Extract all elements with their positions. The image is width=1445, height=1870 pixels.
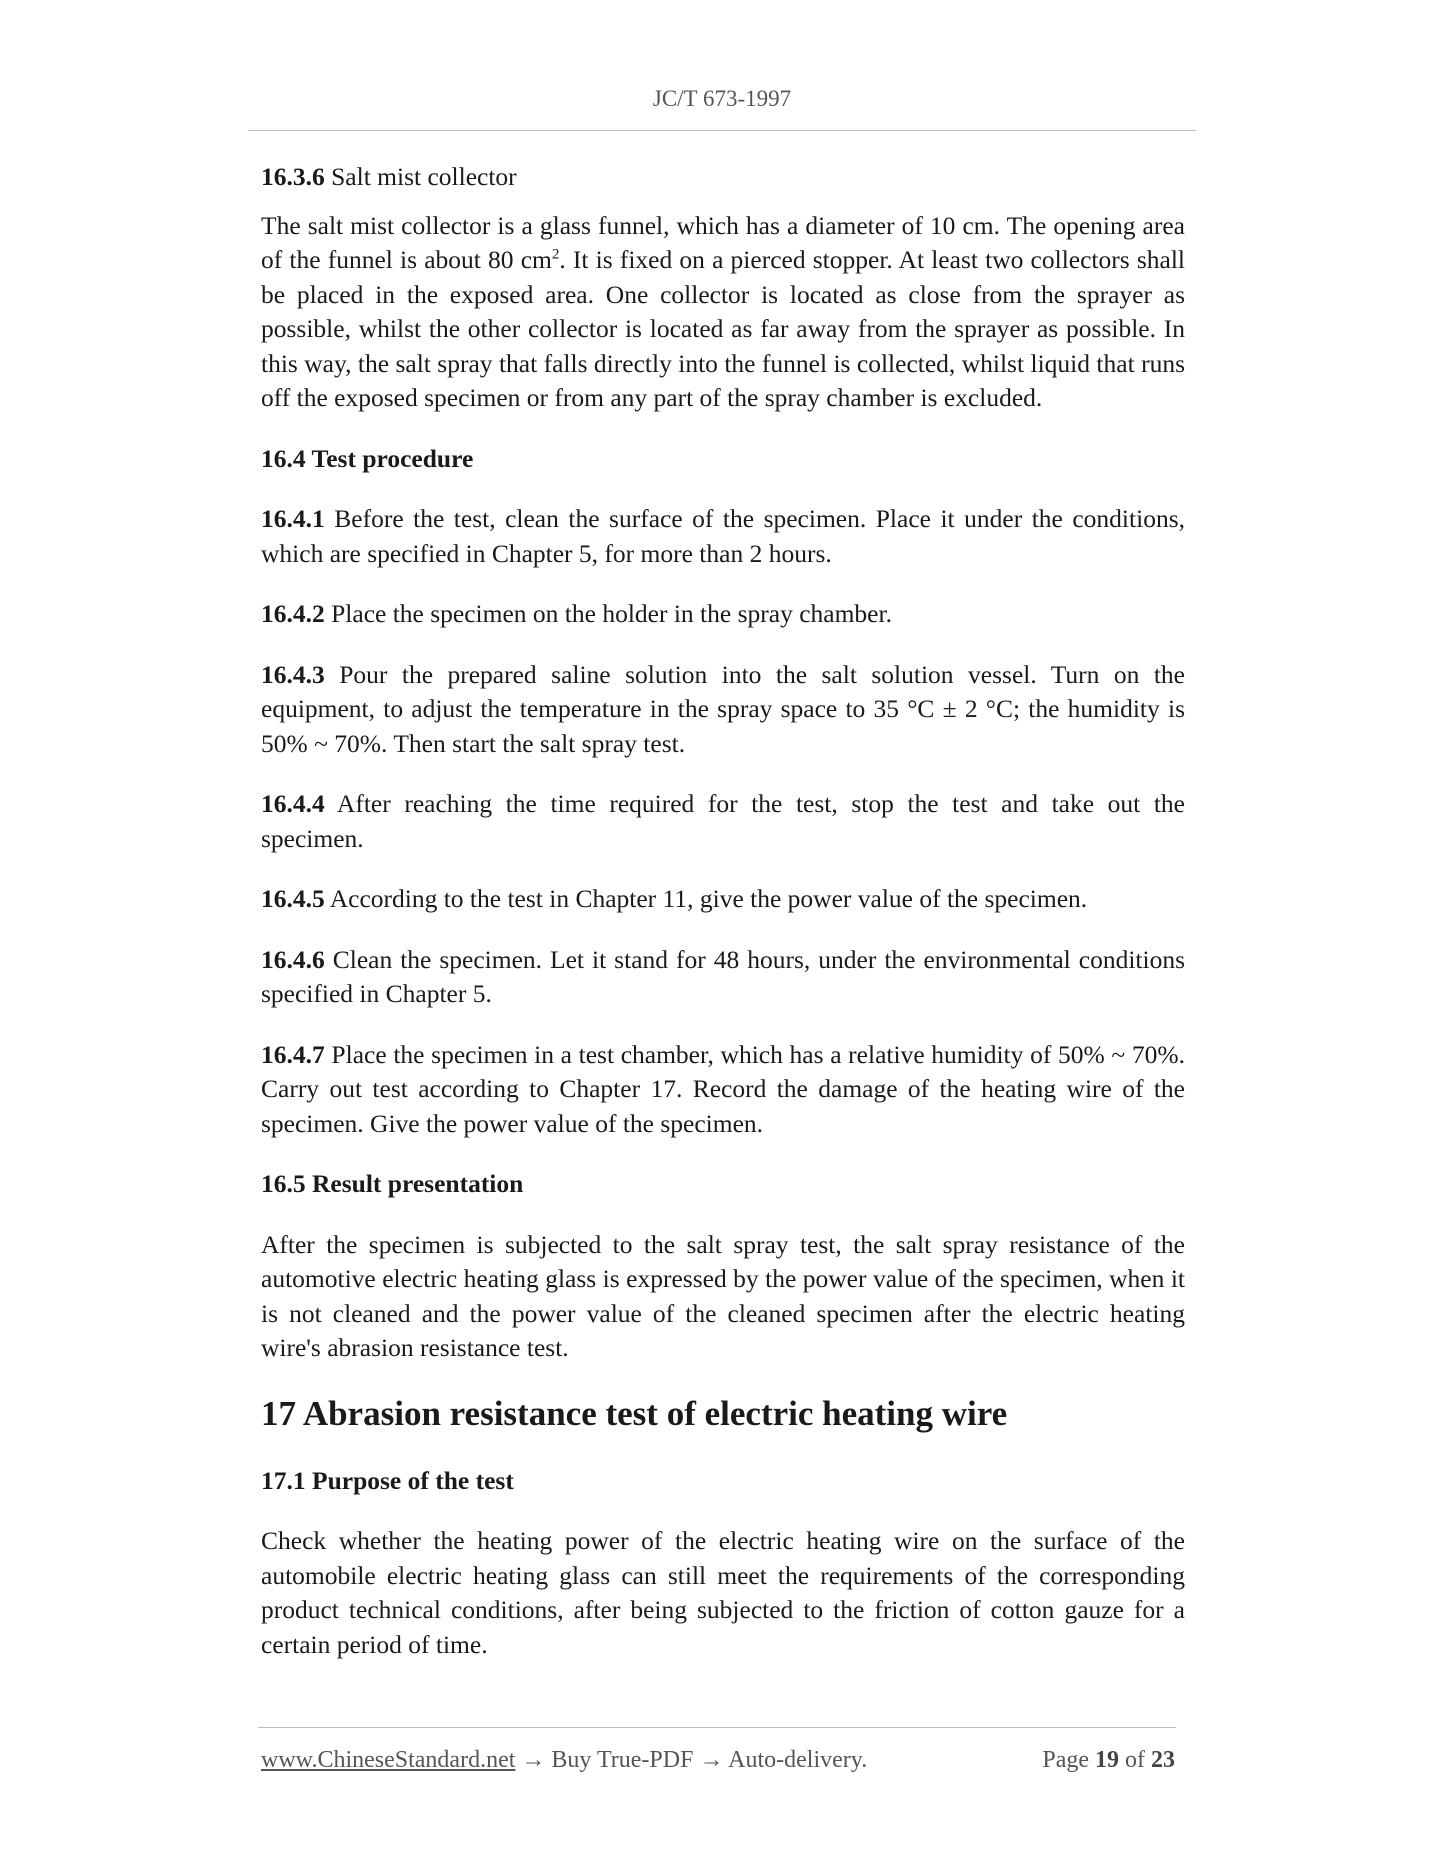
paragraph-text: After reaching the time required for the test, stop the test and take out the specimen.	[261, 789, 1185, 853]
paragraph-16-4-6	[261, 943, 1185, 1012]
page-header	[248, 86, 1196, 112]
buy-pdf-text: Buy True-PDF	[551, 1747, 694, 1773]
arrow-icon: →	[693, 1747, 729, 1773]
subsection-16-3-6-title	[261, 160, 1185, 195]
paragraph-text: Pour the prepared saline solution into the salt solution vessel. Turn on the equipment, to adjust the temperature in the spray space to 35 °C ± 2 °C; the humidity is 50% ~ 70%. Then start the salt spray test.	[261, 659, 1185, 758]
paragraph-salt-mist-collector	[261, 209, 1185, 416]
paragraph-result-presentation: After the specimen is subjected to the salt spray test, the salt spray resistance of the automotive electric heating glass is expressed by the power value of the specimen, when it is not cleaned and the power value of the cleaned specimen after the electric heating wire's abrasion resistance test.	[261, 1229, 1185, 1362]
chapter-heading-17: 17 Abrasion resistance test of electric heating wire	[261, 1393, 1008, 1433]
section-number: 16.4.5	[261, 884, 325, 913]
paragraph-16-4-1	[261, 502, 1185, 571]
paragraph-16-4-3	[261, 658, 1185, 762]
section-heading-16-4: 16.4 Test procedure	[261, 443, 474, 473]
paragraph-text-part: . It is fixed on a pierced stopper. At least two collectors shall be placed in the exposed area. One collector is located as close from the sprayer as possible, whilst the other collector is located as far away from the sprayer as possible. In this way, the salt spray that falls directly into the funnel is collected, whilst liquid that runs off the exposed specimen or from any part of the spray chamber is excluded.	[261, 245, 1185, 412]
paragraph-text: Place the specimen on the holder in the spray chamber.	[324, 599, 892, 628]
auto-delivery-text: Auto-delivery.	[728, 1747, 868, 1773]
of-label: of	[1119, 1747, 1151, 1773]
footer-divider	[258, 1727, 1176, 1728]
section-heading-17-1: 17.1 Purpose of the test	[261, 1465, 514, 1495]
paragraph-purpose-of-test: Check whether the heating power of the electric heating wire on the surface of the automobile electric heating glass can still meet the requirements of the corresponding product technical conditions, after being subjected to the friction of cotton gauze for a certain period of time.	[261, 1526, 1185, 1659]
page-number	[1042, 1747, 1175, 1774]
section-number: 16.3.6	[261, 162, 325, 191]
paragraph-text-part: The salt mist collector is a glass funnel, which has a diameter of 10 cm. The opening area of the funnel is about 80 cm	[261, 210, 1185, 274]
current-page: 19	[1095, 1747, 1119, 1773]
page-label: Page	[1042, 1747, 1095, 1773]
document-code: JC/T 673-1997	[652, 86, 792, 111]
page-content	[261, 160, 1185, 1688]
section-number: 16.4.2	[261, 599, 325, 628]
section-number: 16.4.4	[261, 789, 325, 818]
section-title: Salt mist collector	[324, 162, 517, 191]
section-heading-16-5: 16.5 Result presentation	[261, 1169, 524, 1198]
section-number: 16.4.7	[261, 1039, 325, 1069]
website-link[interactable]: www.ChineseStandard.net	[261, 1747, 516, 1773]
paragraph-text: Place the specimen in a test chamber, which has a relative humidity of 50% ~ 70%. Carry out test according to Chapter 17. Record the damage of the heating wire of the specimen. Give the power value of the specimen.	[261, 1039, 1185, 1138]
paragraph-text: Clean the specimen. Let it stand for 48 hours, under the environmental conditions specified in Chapter 5.	[261, 944, 1185, 1008]
paragraph-text: According to the test in Chapter 11, give the power value of the specimen.	[324, 884, 1088, 913]
paragraph-16-4-5	[261, 882, 1185, 917]
paragraph-text: Before the test, clean the surface of the specimen. Place it under the conditions, which are specified in Chapter 5, for more than 2 hours.	[261, 504, 1185, 568]
section-number: 16.4.1	[261, 504, 325, 533]
paragraph-16-4-4	[261, 787, 1185, 856]
paragraph-16-4-7	[261, 1038, 1185, 1142]
paragraph-16-4-2	[261, 597, 1185, 632]
section-number: 16.4.6	[261, 944, 325, 974]
header-divider	[248, 130, 1196, 131]
section-number: 16.4.3	[261, 659, 325, 689]
total-pages: 23	[1151, 1747, 1175, 1773]
superscript: 2	[551, 246, 560, 263]
footer-links	[261, 1747, 867, 1774]
arrow-icon: →	[515, 1747, 552, 1773]
